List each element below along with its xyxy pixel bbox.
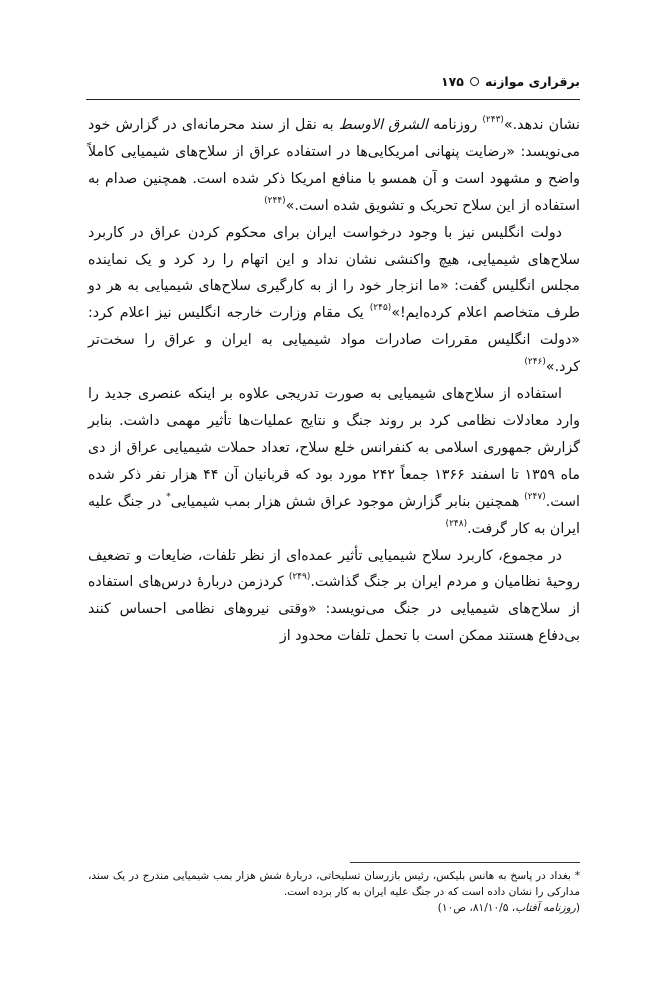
paragraph-text: در مجموع، کاربرد سلاح شیمیایی تأثیر عمده‌ای از نظر تلفات، ضایعات و تضعیف روحیهٔ نظامیان و مردم ایران بر جنگ گذاشت. xyxy=(88,547,580,591)
paragraph-text: دولت انگلیس نیز با وجود درخواست ایران برای محکوم کردن عراق در کاربرد سلاح‌های شیمیایی، هیچ واکنشی نشان نداد و این اتهام را رد کرد و یک نماینده مجلس انگلیس گفت: «ما انزجار خود را از به کارگیری سلاح‌های شیمیایی به هر دو طرف متخاصم اعلام کرده‌ایم!» xyxy=(88,224,581,322)
footnote-body: بغداد در پاسخ به هانس بلیکس، رئیس بازرسان تسلیحاتی، دربارهٔ شش هزار بمب شیمیایی مندرج در یک سند، مدارکی را نشان داده است که در جنگ علیه ایران به کار برده است. xyxy=(88,870,580,898)
source-newspaper: روزنامه آفتاب xyxy=(515,902,576,914)
paragraph-text: در جنگ علیه ایران به کار گرفت. xyxy=(88,493,580,537)
page-number: ۱۷۵ xyxy=(441,74,464,89)
paragraph-1 xyxy=(88,112,580,220)
paragraph-text: نشان ندهد.» xyxy=(503,117,580,133)
footnote-text xyxy=(88,868,580,900)
paragraph-3 xyxy=(88,381,580,542)
paragraph-text: همچنین بنابر گزارش موجود عراق شش هزار بمب شیمیایی xyxy=(170,493,525,510)
footnotes xyxy=(88,868,580,916)
endnote-ref: (۲۴۵) xyxy=(369,303,392,314)
source-paren: ( xyxy=(575,902,580,914)
footnote-marker: * xyxy=(574,870,580,882)
paragraph-text: به نقل از سند محرمانه‌ای در گزارش خود می‌نویسد: «رضایت پنهانی امریکایی‌ها در استفاده عراق از سلاح‌های شیمیایی کاملاً واضح و مشهود است و آن همسو با منافع امریکا ذکر شده است. همچنین صدام به استفاده از این سلاح تحریک و تشویق شده است.» xyxy=(88,117,580,214)
footnote-marker: * xyxy=(166,491,171,502)
paragraph-2 xyxy=(88,220,580,381)
paragraph-text: کردزمن دربارهٔ درس‌های استفاده از سلاح‌های شیمیایی در جنگ می‌نویسد: «وقتی نیروهای نظامی احساس کنند بی‌دفاع هستند ممکن است با تحمل تلفات محدود از xyxy=(88,574,580,645)
endnote-ref: (۲۴۶) xyxy=(524,357,546,368)
paragraph-text: یک مقام وزارت خارجه انگلیس نیز اعلام کرد: «دولت انگلیس مقررات صادرات مواد شیمیایی به ایران و عراق را سخت‌تر کرد.» xyxy=(88,305,580,376)
body-text xyxy=(88,112,580,650)
endnote-ref: (۲۴۴) xyxy=(264,195,286,206)
endnote-ref: (۲۴۹) xyxy=(288,572,311,583)
footnote-divider xyxy=(350,862,580,863)
endnote-ref: (۲۴۸) xyxy=(445,518,468,529)
paragraph-text: روزنامه xyxy=(427,117,483,133)
running-header xyxy=(86,74,580,89)
paragraph-text: استفاده از سلاح‌های شیمیایی به صورت تدریجی علاوه بر اینکه عنصری جدید را وارد معادلات نظامی کرد بر روند جنگ و نتایج عملیات‌ها تأثیر مهمی داشت. بنابر گزارش جمهوری اسلامی به کنفرانس خلع سلاح، تعداد حملات شیمیایی عراق از دی ماه ۱۳۵۹ تا اسفند ۱۳۶۶ جمعاً ۲۴۲ مورد بود که قربانیان آن ۴۴ هزار نفر ذکر شده است. xyxy=(88,386,580,510)
newspaper-name: الشرق الاوسط xyxy=(338,117,428,133)
circle-separator-icon xyxy=(470,77,479,86)
endnote-ref: (۲۴۳) xyxy=(482,115,504,125)
header-divider xyxy=(86,99,580,100)
source-details: ، ۸۱/۱۰/۵، ص۱۰) xyxy=(437,902,516,914)
paragraph-4 xyxy=(88,543,580,651)
endnote-ref: (۲۴۷) xyxy=(524,491,546,502)
header-title: برقراری موازنه xyxy=(484,74,580,89)
footnote-source xyxy=(88,900,580,916)
